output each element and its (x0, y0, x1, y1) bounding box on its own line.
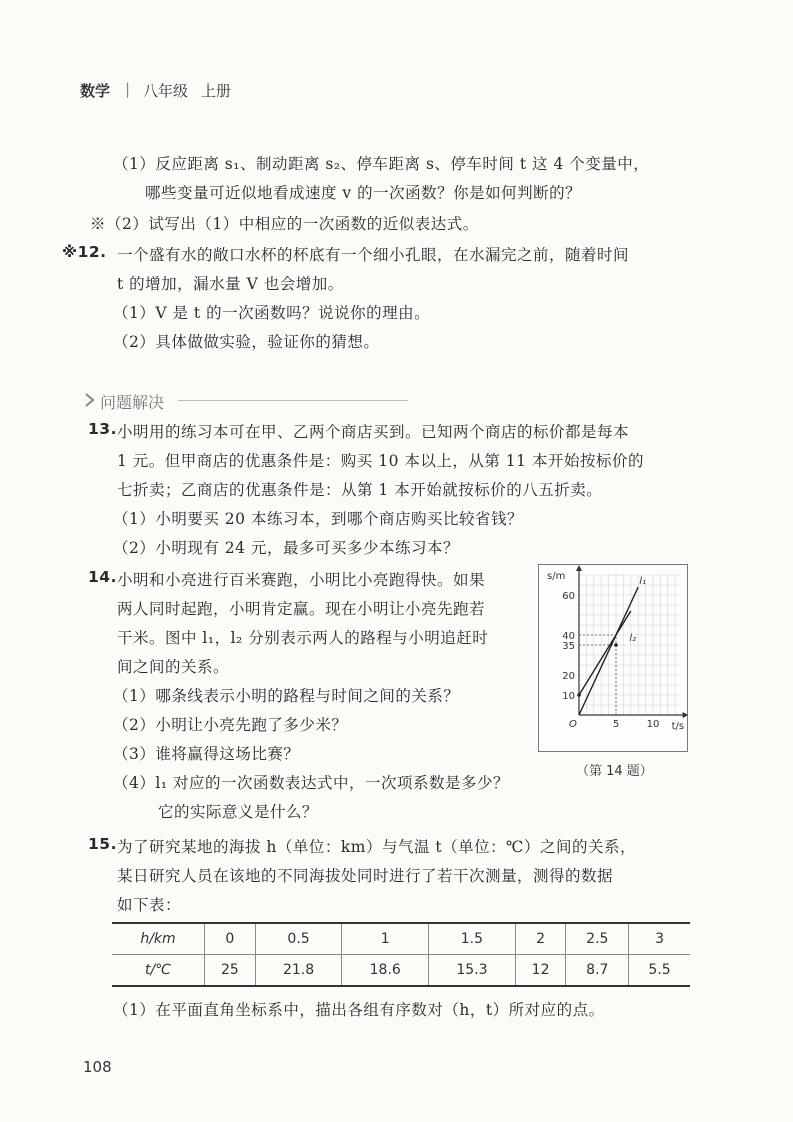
table-cell: 12 (515, 955, 566, 987)
table-cell: 0 (205, 923, 256, 955)
q12-part2: （2）具体做做实验，验证你的猜想。 (113, 333, 380, 351)
y-tick-label: 40 (562, 631, 575, 642)
table-cell: h/km (112, 923, 205, 955)
series-line-2 (579, 611, 631, 695)
x-tick-label: 10 (646, 719, 660, 730)
q12-line2: t 的增加，漏水量 V 也会增加。 (117, 275, 344, 293)
q12-part1: （1）V 是 t 的一次函数吗？说说你的理由。 (113, 304, 431, 322)
q13-line3: 七折卖；乙商店的优惠条件是：从第 1 本开始就按标价的八五折卖。 (117, 481, 603, 499)
graph-grid (579, 575, 679, 715)
x-axis-label: t/s (671, 721, 685, 732)
q14-line2: 两人同时起跑，小明肯定赢。现在小明让小亮先跑若 (117, 600, 486, 618)
q15-number: 15. (88, 835, 117, 853)
page-number: 108 (83, 1058, 112, 1076)
q13-number: 13. (88, 420, 117, 438)
table-cell: 21.8 (255, 955, 342, 987)
q14-graph (538, 564, 688, 752)
table-cell: 1 (342, 923, 429, 955)
table-cell: 2 (515, 923, 566, 955)
table-cell: 25 (205, 955, 256, 987)
header-separator: | (125, 80, 131, 98)
q12-number: ※12. (62, 243, 107, 261)
q11-part1-line2: 哪些变量可近似地看成速度 v 的一次函数？你是如何判断的？ (145, 184, 582, 202)
q15-data-table (112, 922, 690, 987)
line1-label: l₁ (639, 576, 646, 587)
q14-part3: （3）谁将赢得这场比赛？ (113, 745, 300, 763)
table-cell: 0.5 (255, 923, 342, 955)
table-cell: 18.6 (342, 955, 429, 987)
q14-line1: 小明和小亮进行百米赛跑，小明比小亮跑得快。如果 (117, 571, 486, 589)
header-subject: 数学 (80, 82, 111, 100)
q14-line4: 间之间的关系。 (117, 658, 230, 676)
section-divider (178, 400, 408, 401)
q15-line1: 为了研究某地的海拔 h（单位：km）与气温 t（单位：℃）之间的关系， (117, 838, 636, 856)
origin-label: O (569, 719, 577, 730)
y-tick-label: 35 (562, 641, 575, 652)
table-cell: t/℃ (112, 955, 205, 987)
y-tick-label: 60 (562, 591, 575, 602)
q14-line3: 干米。图中 l₁，l₂ 分别表示两人的路程与小明追赶时 (117, 629, 489, 647)
header-volume: 上册 (201, 82, 232, 100)
table-cell: 3 (629, 923, 690, 955)
q14-part4-line2: 它的实际意义是什么？ (158, 803, 319, 821)
start-point (577, 693, 581, 697)
header-grade: 八年级 (143, 82, 189, 100)
y-axis-label: s/m (547, 571, 566, 582)
table-row (112, 955, 690, 987)
q14-graph-svg (539, 565, 687, 751)
q13-line1: 小明用的练习本可在甲、乙两个商店买到。已知两个商店的标价都是每本 (117, 423, 630, 441)
table-cell: 8.7 (566, 955, 629, 987)
x-tick-label: 5 (612, 719, 620, 730)
q11-part2: ※（2）试写出（1）中相应的一次函数的近似表达式。 (90, 215, 479, 233)
q15-part1: （1）在平面直角坐标系中，描出各组有序数对（h，t）所对应的点。 (113, 1001, 605, 1019)
q13-line2: 1 元。但甲商店的优惠条件是：购买 10 本以上，从第 11 本开始按标价的 (117, 452, 644, 470)
q11-part1-line1: （1）反应距离 s₁、制动距离 s₂、停车距离 s、停车时间 t 这 4 个变量中， (113, 155, 650, 173)
mark-point (614, 643, 618, 647)
y-tick-label: 10 (562, 691, 575, 702)
table-cell: 5.5 (629, 955, 690, 987)
line2-label: l₂ (629, 633, 637, 644)
table-cell: 15.3 (429, 955, 516, 987)
q14-number: 14. (88, 568, 117, 586)
q14-caption: （第 14 题） (576, 764, 653, 779)
table-row (112, 923, 690, 955)
section-title: 问题解决 (100, 393, 165, 412)
q14-part1: （1）哪条线表示小明的路程与时间之间的关系？ (113, 687, 460, 705)
y-axis-arrow (576, 565, 582, 571)
table-cell: 2.5 (566, 923, 629, 955)
q15-line2: 某日研究人员在该地的不同海拔处同时进行了若干次测量，测得的数据 (117, 867, 614, 885)
table-cell: 1.5 (429, 923, 516, 955)
q12-line1: 一个盛有水的敞口水杯的杯底有一个细小孔眼，在水漏完之前，随着时间 (117, 246, 630, 264)
q14-part2: （2）小明让小亮先跑了多少米？ (113, 716, 348, 734)
q13-part2: （2）小明现有 24 元，最多可买多少本练习本？ (113, 539, 459, 557)
x-axis-arrow (683, 712, 687, 718)
q13-part1: （1）小明要买 20 本练习本，到哪个商店购买比较省钱？ (113, 510, 523, 528)
y-tick-label: 20 (562, 671, 575, 682)
q14-part4-line1: （4）l₁ 对应的一次函数表达式中，一次项系数是多少？ (113, 774, 509, 792)
q15-line3: 如下表： (117, 896, 182, 914)
chevron-right-icon (84, 392, 96, 408)
